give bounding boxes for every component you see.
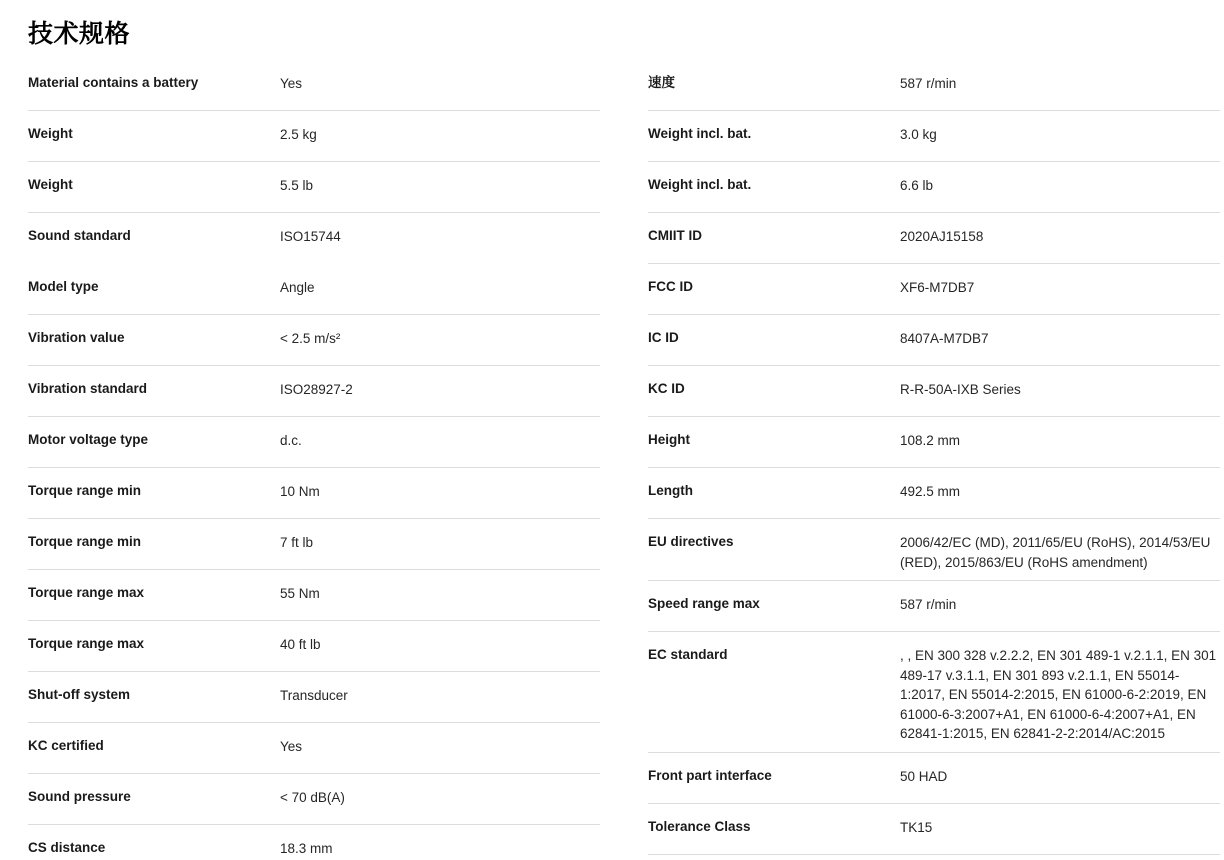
spec-value: 587 r/min <box>900 597 957 613</box>
spec-label: EU directives <box>648 534 734 549</box>
spec-row <box>28 621 600 672</box>
spec-label: Vibration value <box>28 330 125 345</box>
spec-label: KC certified <box>28 738 104 753</box>
spec-row <box>648 366 1220 417</box>
spec-value: 5.5 lb <box>280 178 314 193</box>
spec-label: FCC ID <box>648 279 693 294</box>
spec-label: Height <box>648 432 690 447</box>
spec-row <box>28 213 600 264</box>
spec-label: Weight <box>28 177 73 192</box>
spec-row <box>648 162 1220 213</box>
spec-row <box>28 417 600 468</box>
spec-row <box>28 264 600 315</box>
spec-column-right <box>648 60 1220 860</box>
spec-row <box>28 519 600 570</box>
spec-row <box>28 468 600 519</box>
spec-label: CMIIT ID <box>648 228 702 243</box>
spec-value: 2.5 kg <box>280 127 317 142</box>
spec-label: Weight <box>28 126 73 141</box>
spec-label: Material contains a battery <box>28 75 199 90</box>
spec-label: CS distance <box>28 840 106 855</box>
spec-value: 587 r/min <box>900 76 957 91</box>
spec-value: 50 HAD <box>900 768 948 784</box>
spec-value: 108.2 mm <box>900 433 961 448</box>
spec-label: Tolerance Class <box>648 818 751 834</box>
spec-label: Torque range max <box>28 636 145 651</box>
spec-columns <box>0 60 1224 860</box>
spec-label: Torque range max <box>28 585 145 600</box>
spec-row <box>648 417 1220 468</box>
spec-value: ISO28927-2 <box>280 382 353 397</box>
spec-row <box>648 804 1220 855</box>
spec-value: ISO15744 <box>280 229 341 244</box>
spec-value: 492.5 mm <box>900 484 961 499</box>
spec-value: 3.0 kg <box>900 127 937 142</box>
spec-row <box>648 264 1220 315</box>
spec-label: IC ID <box>648 330 679 345</box>
spec-value: 2006/42/EC (MD), 2011/65/EU (RoHS), 2014/53/EU (RED), 2015/863/EU (RoHS amendment) <box>900 535 1211 570</box>
spec-value: , , EN 300 328 v.2.2.2, EN 301 489-1 v.2.1.1, EN 301 489-17 v.3.1.1, EN 301 893 v.2.1.1, EN 55014-1:2017, EN 55014-2:2015, EN 61000-6-2:2019, EN 61000-6-3:2007+A1, EN 61000-6-4:2007+A1, EN 62841-1:2015, EN 62841-2-2:2014/AC:2015 <box>900 648 1217 742</box>
spec-value: d.c. <box>280 433 302 448</box>
spec-value: TK15 <box>900 819 933 835</box>
spec-row <box>28 111 600 162</box>
spec-row <box>648 111 1220 162</box>
spec-value: 18.3 mm <box>280 841 333 856</box>
spec-row <box>28 672 600 723</box>
spec-value: Yes <box>280 739 303 754</box>
spec-row <box>648 213 1220 264</box>
spec-row <box>28 723 600 774</box>
spec-row <box>28 825 600 860</box>
spec-value: R-R-50A-IXB Series <box>900 382 1021 397</box>
spec-label: KC ID <box>648 381 685 396</box>
spec-label: Model type <box>28 279 99 294</box>
spec-label: Length <box>648 483 693 498</box>
spec-value: XF6-M7DB7 <box>900 280 975 295</box>
spec-row <box>28 315 600 366</box>
spec-row <box>28 60 600 111</box>
spec-label: 速度 <box>648 75 675 90</box>
spec-label: Torque range min <box>28 483 142 498</box>
spec-value: 10 Nm <box>280 484 320 499</box>
spec-label: Sound pressure <box>28 789 131 804</box>
spec-row <box>28 366 600 417</box>
spec-value: 2020AJ15158 <box>900 229 984 244</box>
spec-label: Shut-off system <box>28 687 131 702</box>
spec-label: Weight incl. bat. <box>648 126 752 141</box>
spec-value: 40 ft lb <box>280 637 321 652</box>
spec-label: Speed range max <box>648 596 760 612</box>
spec-value: 55 Nm <box>280 586 320 601</box>
spec-row <box>28 162 600 213</box>
spec-value: Angle <box>280 280 315 295</box>
spec-row <box>28 570 600 621</box>
spec-label: Vibration standard <box>28 381 148 396</box>
spec-label: Motor voltage type <box>28 432 149 447</box>
spec-value: 8407A-M7DB7 <box>900 331 989 346</box>
spec-row <box>648 315 1220 366</box>
spec-row <box>648 60 1220 111</box>
spec-label: EC standard <box>648 647 728 663</box>
spec-value: Transducer <box>280 688 348 703</box>
spec-row <box>648 581 1220 632</box>
spec-label: Front part interface <box>648 767 772 783</box>
spec-value: 6.6 lb <box>900 178 934 193</box>
spec-value: < 70 dB(A) <box>280 790 345 805</box>
spec-row <box>648 753 1220 804</box>
spec-label: Weight incl. bat. <box>648 177 752 192</box>
spec-column-left <box>28 60 600 860</box>
spec-value: < 2.5 m/s² <box>280 331 341 346</box>
spec-row <box>648 519 1220 581</box>
spec-value: Yes <box>280 76 303 91</box>
spec-label: Torque range min <box>28 534 142 549</box>
spec-row <box>648 468 1220 519</box>
spec-value: 7 ft lb <box>280 535 314 550</box>
spec-label: Sound standard <box>28 228 131 243</box>
spec-row <box>28 774 600 825</box>
spec-row <box>648 632 1220 753</box>
page-title: 技术规格 <box>28 20 131 48</box>
